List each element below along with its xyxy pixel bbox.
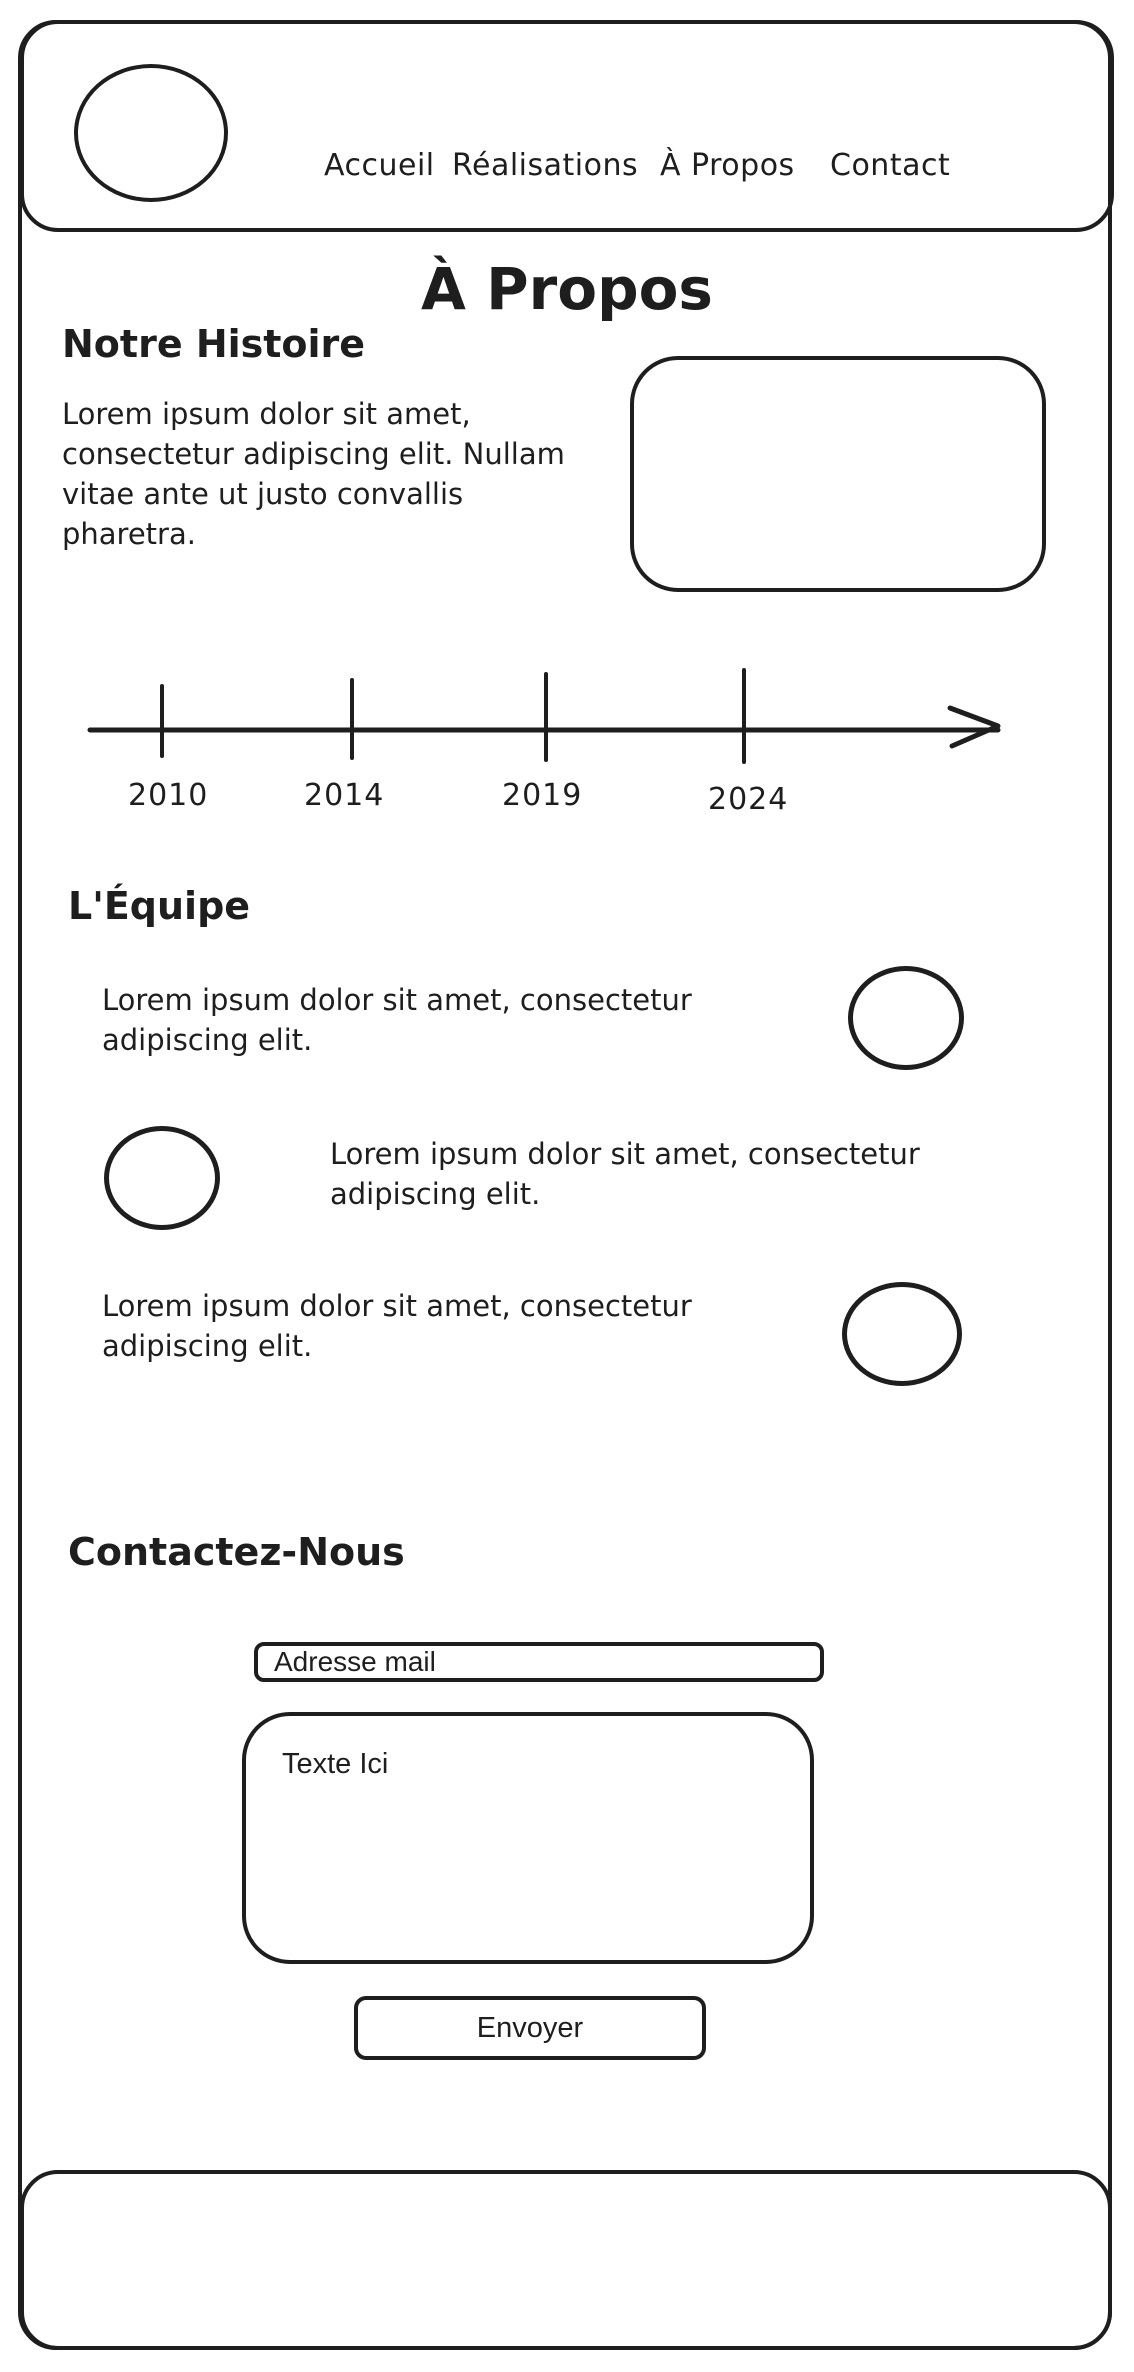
timeline-year: 2010	[128, 778, 209, 813]
team-member-text: Lorem ipsum dolor sit amet, consectetur adipiscing elit.	[330, 1137, 920, 1211]
timeline	[0, 0, 1134, 860]
email-field[interactable]	[254, 1642, 824, 1682]
timeline-arrow-icon	[950, 708, 998, 746]
history-heading: Notre Histoire	[62, 322, 366, 366]
page-title: À Propos	[421, 255, 713, 323]
email-field-placeholder: Adresse mail	[274, 1646, 436, 1677]
contact-heading: Contactez-Nous	[68, 1530, 405, 1574]
team-member-avatar	[842, 1282, 962, 1386]
timeline-year: 2024	[708, 782, 789, 817]
message-field[interactable]	[242, 1712, 814, 1964]
timeline-year: 2019	[502, 778, 583, 813]
team-member-text: Lorem ipsum dolor sit amet, consectetur adipiscing elit.	[102, 1289, 692, 1363]
footer	[20, 2170, 1112, 2350]
nav-item-realisations[interactable]: Réalisations	[452, 148, 639, 183]
timeline-year: 2014	[304, 778, 385, 813]
team-heading: L'Équipe	[68, 884, 251, 928]
nav-item-contact[interactable]: Contact	[830, 148, 951, 183]
nav-item-accueil[interactable]: Accueil	[324, 148, 435, 183]
team-member-text: Lorem ipsum dolor sit amet, consectetur adipiscing elit.	[102, 983, 692, 1057]
team-member-avatar	[104, 1126, 220, 1230]
nav-item-a-propos[interactable]: À Propos	[660, 148, 795, 183]
message-field-placeholder: Texte Ici	[282, 1748, 389, 1780]
send-button[interactable]	[354, 1996, 706, 2060]
send-button-label: Envoyer	[476, 2012, 584, 2044]
team-member-avatar	[848, 966, 964, 1070]
history-text: Lorem ipsum dolor sit amet, consectetur adipiscing elit. Nullam vitae ante ut justo convallis pharetra.	[62, 397, 565, 551]
